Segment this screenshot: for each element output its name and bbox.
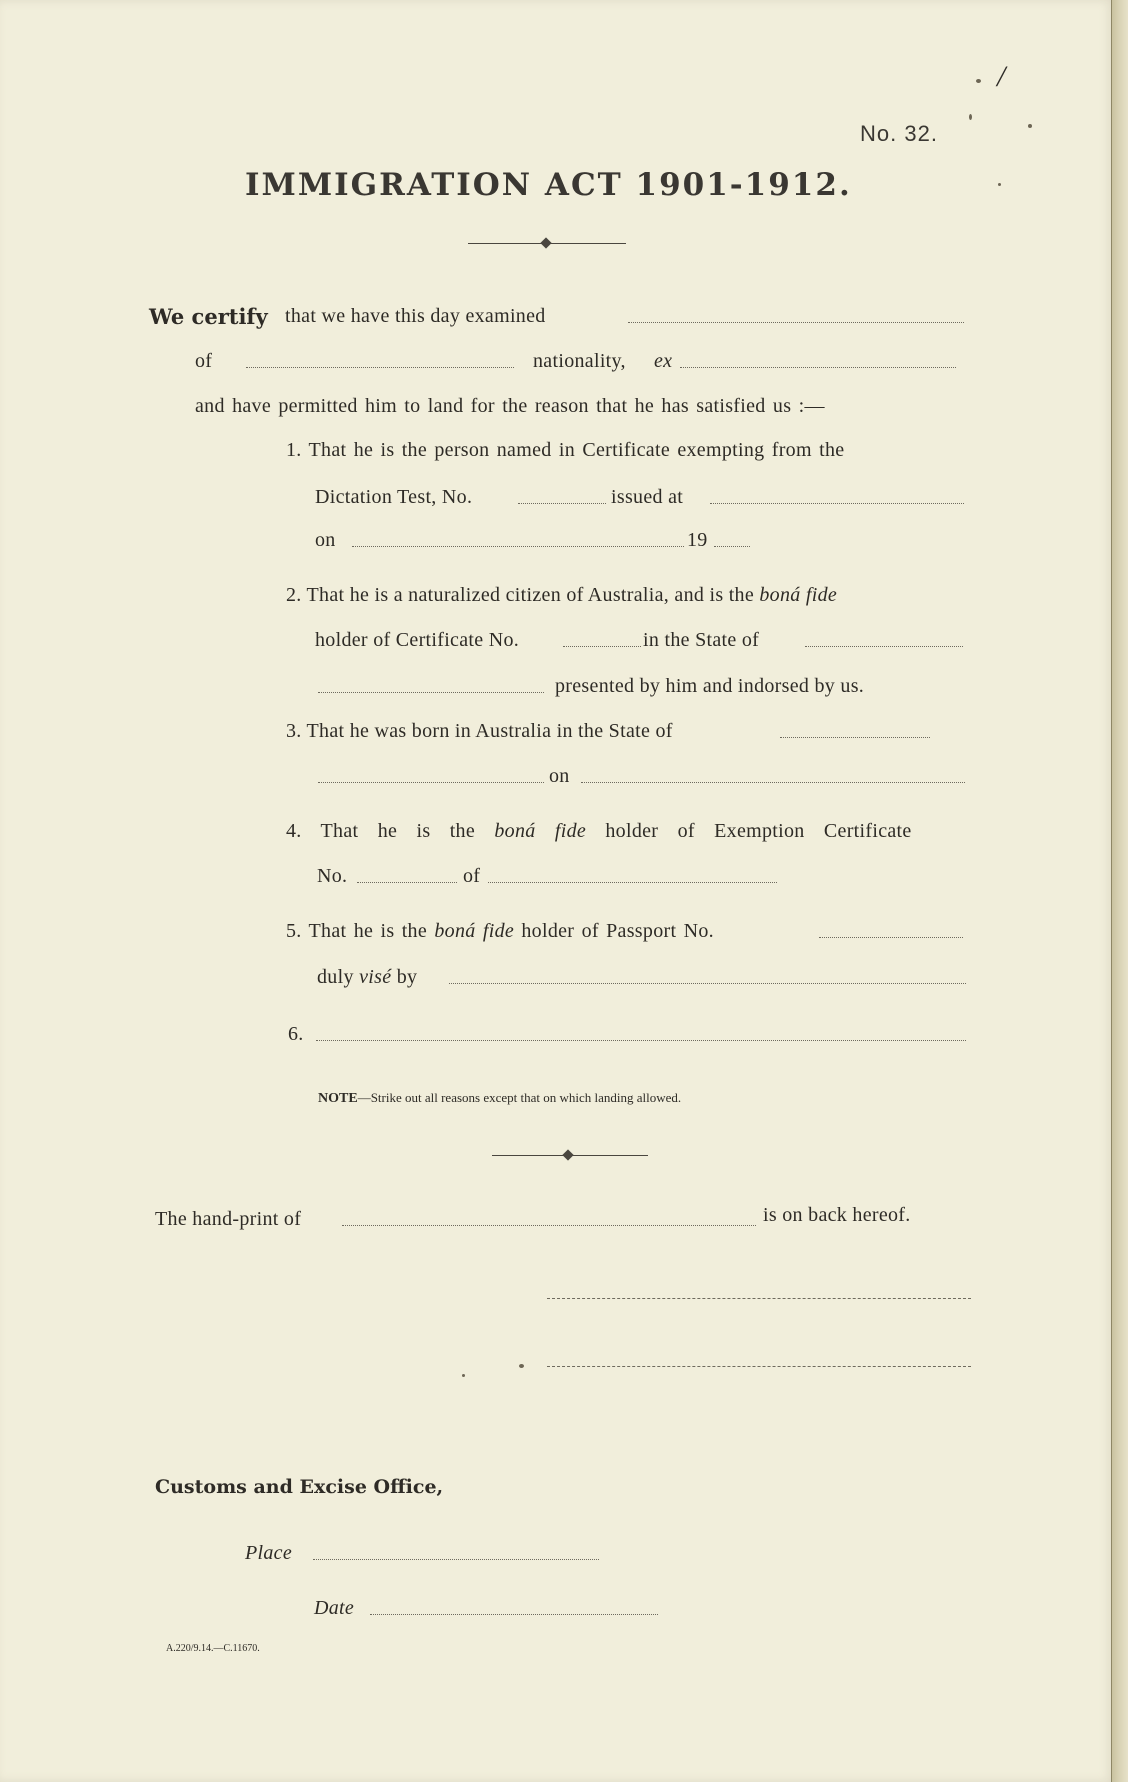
- signature-line-2[interactable]: [547, 1366, 971, 1367]
- paper-speck: [969, 114, 972, 120]
- reason-4-text: [286, 820, 912, 843]
- handprint-tail: is on back hereof.: [763, 1204, 911, 1226]
- exemption-of-label: of: [463, 865, 481, 887]
- presented-label: presented by him and indorsed by us.: [555, 675, 865, 697]
- nationality-label: nationality,: [533, 350, 626, 372]
- date-field[interactable]: [370, 1614, 658, 1615]
- reason-4-tail: holder of Exemption Certificate: [605, 820, 912, 842]
- paper-speck: [998, 183, 1001, 186]
- issued-at-field[interactable]: [710, 503, 964, 504]
- certify-text: that we have this day examined: [285, 305, 546, 327]
- reason-3-text: 3. That he was born in Australia in the State of: [286, 720, 673, 742]
- birth-state-field[interactable]: [780, 737, 930, 738]
- examined-name-field[interactable]: [628, 322, 964, 323]
- paper-speck: [519, 1364, 524, 1368]
- print-code: A.220/9.14.—C.11670.: [166, 1643, 260, 1654]
- dictation-number-field[interactable]: [518, 503, 606, 504]
- birth-place-field[interactable]: [318, 782, 544, 783]
- year-label: 19: [687, 529, 708, 551]
- note-text: —Strike out all reasons except that on which landing allowed.: [357, 1090, 682, 1105]
- form-title: IMMIGRATION ACT 1901-1912.: [245, 167, 852, 203]
- by-label: by: [396, 966, 418, 988]
- reason-5-text: [286, 920, 714, 943]
- reason-6-number: 6.: [288, 1023, 304, 1045]
- state-continued-field[interactable]: [318, 692, 544, 693]
- permitted-statement: and have permitted him to land for the reason that he has satisfied us :—: [195, 395, 825, 417]
- paper-speck: [462, 1374, 465, 1377]
- exemption-no-label: No.: [317, 865, 348, 887]
- reason-2-text: [286, 584, 837, 607]
- issued-at-label: issued at: [611, 486, 684, 508]
- certificate-no-field[interactable]: [563, 646, 641, 647]
- dictation-label: Dictation Test, No.: [315, 486, 473, 508]
- state-of-label: in the State of: [643, 629, 760, 651]
- bona-fide-label: boná fide: [494, 820, 587, 842]
- place-label: Place: [245, 1542, 293, 1564]
- other-reason-field[interactable]: [316, 1040, 966, 1041]
- exemption-of-field[interactable]: [488, 882, 777, 883]
- reason-5-tail: holder of Passport No.: [521, 920, 714, 942]
- duly-label: duly: [317, 966, 354, 988]
- place-field[interactable]: [313, 1559, 599, 1560]
- reason-1-text: 1. That he is the person named in Certificate exempting from the: [286, 439, 845, 461]
- paper-edge: [1111, 0, 1128, 1782]
- divider-ornament: [492, 1150, 648, 1162]
- handprint-label: The hand-print of: [155, 1208, 302, 1230]
- year-field[interactable]: [714, 546, 750, 547]
- vise-by-field[interactable]: [449, 983, 966, 984]
- ex-label: ex: [654, 350, 673, 372]
- ship-field[interactable]: [680, 367, 956, 368]
- form-number: No. 32.: [860, 121, 938, 146]
- corner-mark: /: [997, 60, 1006, 93]
- paper-speck: [1028, 124, 1032, 128]
- date-label: Date: [314, 1597, 355, 1619]
- vise-line: [317, 966, 417, 989]
- note: [318, 1090, 681, 1107]
- reason-4-lead: 4. That he is the: [286, 820, 476, 842]
- reason-5-lead: 5. That he is the: [286, 920, 428, 942]
- office-label: Customs and Excise Office,: [155, 1476, 444, 1498]
- of-label: of: [195, 350, 213, 372]
- reason-1-on-label: on: [315, 529, 336, 551]
- exemption-no-field[interactable]: [357, 882, 457, 883]
- bona-fide-label: boná fide: [759, 584, 838, 606]
- state-field[interactable]: [805, 646, 963, 647]
- paper-speck: [976, 79, 981, 83]
- note-label: NOTE: [318, 1091, 358, 1106]
- birth-date-field[interactable]: [581, 782, 965, 783]
- certificate-no-label: holder of Certificate No.: [315, 629, 520, 651]
- reason-2-lead: 2. That he is a naturalized citizen of Australia, and is the: [286, 584, 755, 606]
- bona-fide-label: boná fide: [434, 920, 515, 942]
- handprint-name-field[interactable]: [342, 1225, 756, 1226]
- signature-line-1[interactable]: [547, 1298, 971, 1299]
- certify-opening: We certify: [149, 304, 268, 329]
- reason-3-on-label: on: [549, 765, 570, 787]
- vise-label: visé: [359, 966, 392, 988]
- residence-field[interactable]: [246, 367, 514, 368]
- title-ornament: [468, 238, 626, 250]
- reason-1-date-field[interactable]: [352, 546, 684, 547]
- passport-no-field[interactable]: [819, 937, 963, 938]
